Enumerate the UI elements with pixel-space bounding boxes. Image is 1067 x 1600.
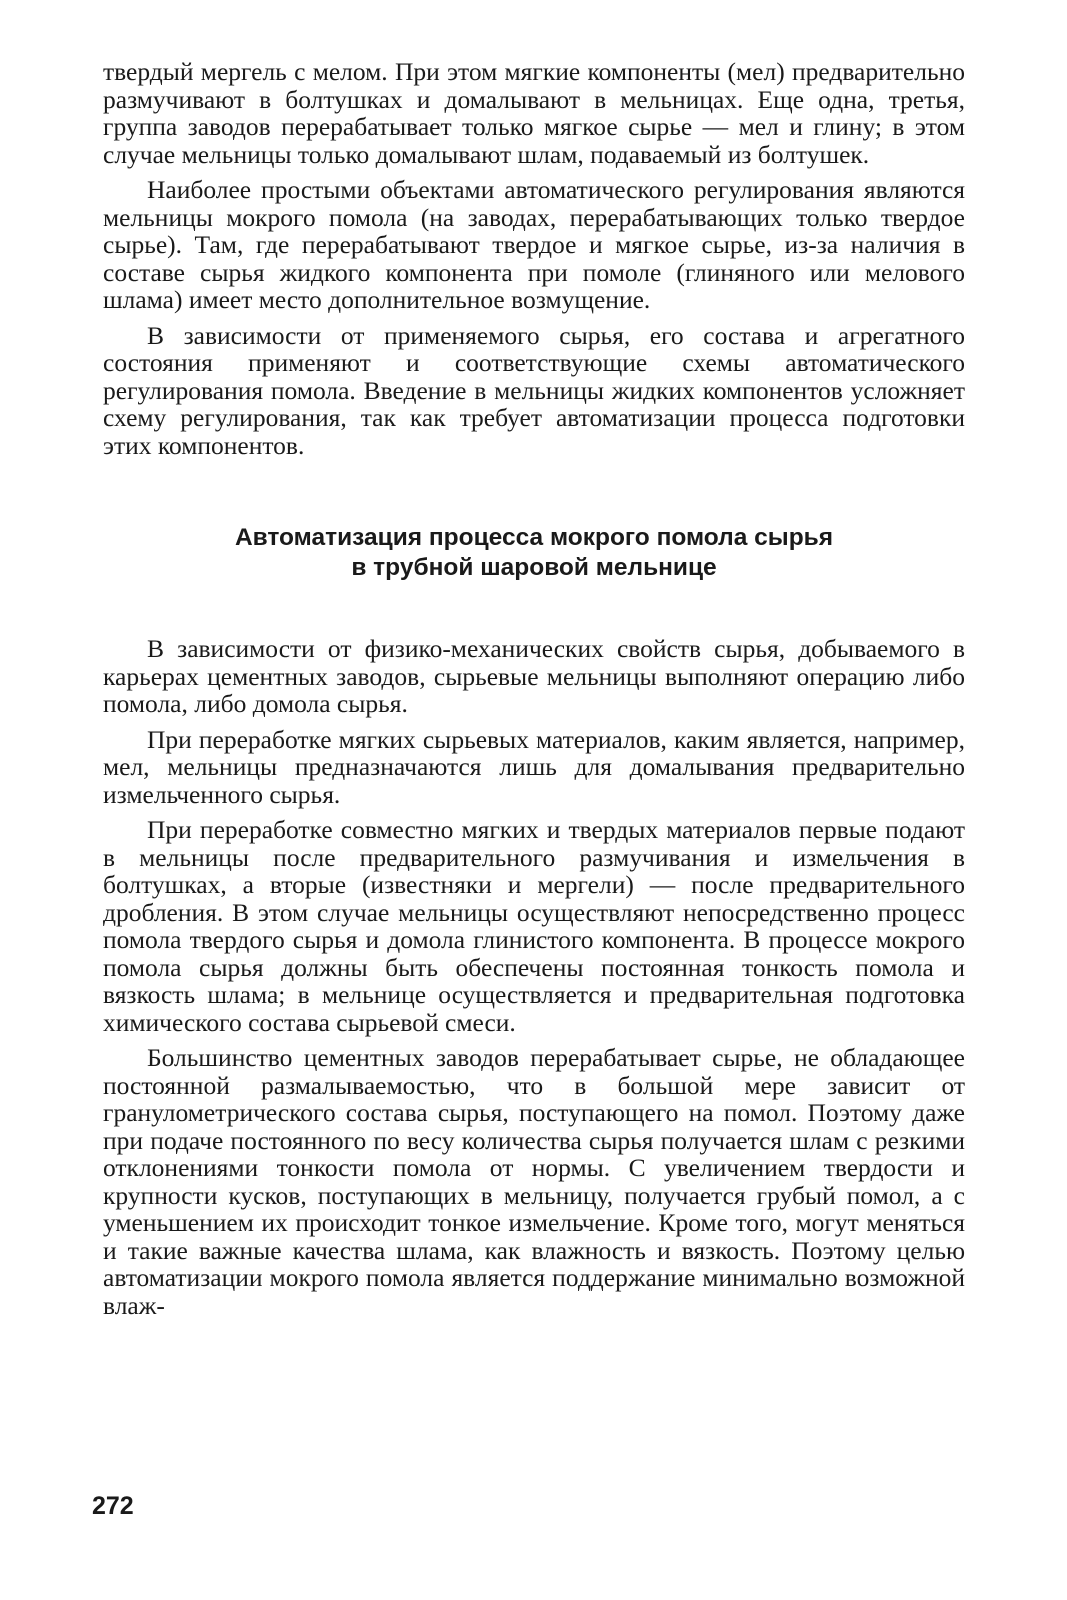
- paragraph: При переработке совместно мягких и твердых материалов первые подают в мельницы после предварительного размучивания и измельчения в болтушках, а вторые (известняки и мергели) — после предварительного дробления. В этом случае мельницы осуществляют непосредственно процесс помола твердого сырья и домола глинистого компонента. В процессе мокрого помола сырья должны быть обеспечены постоянная тонкость помола и вязкость шлама; в мельнице осуществляется и предварительная подготовка химического состава сырьевой смеси.: [103, 815, 965, 1037]
- paragraph: При переработке мягких сырьевых материалов, каким является, например, мел, мельницы предназначаются лишь для домалывания предварительно измельченного сырья.: [103, 724, 965, 809]
- paragraph: В зависимости от физико-механических свойств сырья, добываемого в карьерах цементных заводов, сырьевые мельницы выполняют операцию либо помола, либо домола сырья.: [103, 634, 965, 718]
- paragraph: Наиболее простыми объектами автоматического регулирования являются мельницы мокрого помола (на заводах, перерабатывающих только твердое сырье). Там, где перерабатывают твердое и мягкое сырье, из-за наличия в составе сырья жидкого компонента при помоле (глиняного или мелового шлама) имеет место дополнительное возмущение.: [103, 175, 965, 314]
- section-title-line-2: в трубной шаровой мельнице: [351, 554, 717, 581]
- paragraph-continuation: твердый мергель с мелом. При этом мягкие компоненты (мел) предварительно размучивают в болтушках и домалывают в мельницах. Еще одна, третья, группа заводов перерабатывает только мягкое сырье — мел и глину; в этом случае мельницы только домалывают шлам, подаваемый из болтушек.: [103, 57, 965, 169]
- page-number: 272: [92, 1492, 134, 1520]
- paragraph: Большинство цементных заводов перерабатывает сырье, не обладающее постоянной размалываемостью, что в большой мере зависит от гранулометрического состава сырья, поступающего на помол. Поэтому даже при подаче постоянного по весу количества сырья получается шлам с резкими отклонениями тонкости помола от нормы. С увеличением твердости и крупности кусков, поступающих в мельницу, получается грубый помол, а с уменьшением их происходит тонкое измельчение. Кроме того, могут меняться и такие важные качества шлама, как влажность и вязкость. Поэтому целью автоматизации мокрого помола является поддержание минимально возможной влаж-: [103, 1043, 965, 1320]
- page-body: [103, 58, 965, 1319]
- paragraph: В зависимости от применяемого сырья, его состава и агрегатного состояния применяют и соответствующие схемы автоматического регулирования помола. Введение в мельницы жидких компонентов усложняет схему регулирования, так как требует автоматизации процесса подготовки этих компонентов.: [103, 320, 965, 460]
- section-title: [103, 523, 965, 583]
- section-title-line-1: Автоматизация процесса мокрого помола сырья: [234, 524, 834, 551]
